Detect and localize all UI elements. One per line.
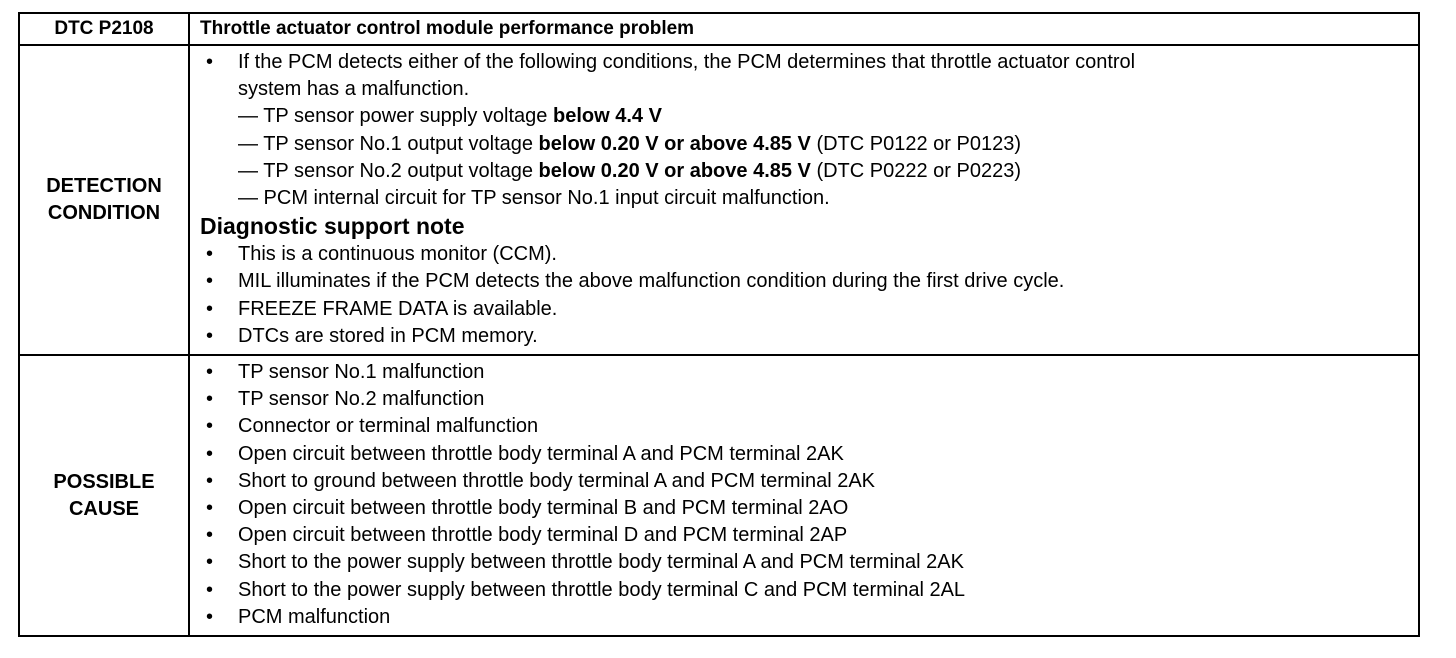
note-text: FREEZE FRAME DATA is available.	[238, 297, 558, 320]
bullet-icon: •	[206, 497, 214, 520]
note-text: DTCs are stored in PCM memory.	[238, 324, 538, 347]
cause-item	[200, 549, 1408, 576]
diagnostic-note-title: Diagnostic support note	[200, 213, 465, 240]
condition-text: — TP sensor power supply voltage	[238, 105, 553, 128]
bullet-icon: •	[206, 442, 214, 465]
detection-intro-line1: If the PCM detects either of the following conditions, the PCM determines that throttle actuator control	[238, 51, 1136, 73]
cause-row	[19, 355, 1419, 636]
detection-label	[19, 45, 189, 355]
condition-threshold: below 0.20 V or above 4.85 V	[538, 132, 811, 155]
cause-text: Short to the power supply between throttle body terminal A and PCM terminal 2AK	[238, 551, 964, 574]
cause-item	[200, 495, 1408, 522]
detection-intro	[200, 49, 1408, 76]
condition-threshold: below 0.20 V or above 4.85 V	[538, 159, 811, 182]
bullet-icon: •	[206, 361, 214, 384]
condition-text: — TP sensor No.2 output voltage	[238, 159, 539, 182]
note-text: MIL illuminates if the PCM detects the above malfunction condition during the first drive cycle.	[238, 270, 1065, 293]
bullet-icon: •	[206, 469, 214, 492]
cause-item	[200, 441, 1408, 468]
note-item	[200, 323, 1408, 350]
cause-label-line2: CAUSE	[68, 497, 139, 520]
cause-text: Open circuit between throttle body terminal B and PCM terminal 2AO	[238, 497, 849, 520]
condition-dtc: (DTC P0122 or P0123)	[810, 132, 1021, 155]
bullet-icon: •	[206, 388, 214, 411]
bullet-icon: •	[206, 415, 214, 438]
cause-text: PCM malfunction	[238, 605, 391, 628]
bullet-icon: •	[206, 551, 214, 574]
cause-text: Connector or terminal malfunction	[238, 415, 539, 438]
bullet-icon: •	[206, 524, 214, 547]
dtc-document	[18, 12, 1418, 637]
dtc-code: DTC P2108	[19, 13, 189, 45]
detection-label-line1: DETECTION	[46, 175, 162, 198]
cause-item	[200, 413, 1408, 440]
cause-item	[200, 522, 1408, 549]
detection-intro-line2: system has a malfunction.	[238, 78, 470, 101]
dtc-table	[18, 12, 1420, 637]
bullet-icon: •	[206, 605, 214, 628]
bullet-icon: •	[206, 270, 214, 293]
cause-text: Short to the power supply between throttle body terminal C and PCM terminal 2AL	[238, 578, 966, 601]
condition-text: — PCM internal circuit for TP sensor No.1 input circuit malfunction.	[238, 187, 830, 210]
condition-item	[200, 103, 1408, 130]
cause-text: Open circuit between throttle body terminal A and PCM terminal 2AK	[238, 442, 844, 465]
bullet-icon: •	[206, 297, 214, 320]
bullet-icon: •	[206, 324, 214, 347]
condition-threshold: below 4.4 V	[552, 105, 662, 128]
condition-item	[200, 131, 1408, 158]
bullet-icon: •	[206, 578, 214, 601]
header-row	[19, 13, 1419, 45]
cause-item	[200, 604, 1408, 631]
bullet-icon: •	[206, 51, 214, 73]
detection-content	[189, 45, 1419, 355]
cause-item	[200, 577, 1408, 604]
note-item	[200, 241, 1408, 268]
cause-text: Open circuit between throttle body terminal D and PCM terminal 2AP	[238, 524, 848, 547]
detection-row	[19, 45, 1419, 355]
cause-text: TP sensor No.1 malfunction	[238, 361, 485, 384]
cause-item	[200, 386, 1408, 413]
dtc-title: Throttle actuator control module performance problem	[189, 13, 1419, 45]
condition-item	[200, 158, 1408, 185]
condition-item	[200, 185, 1408, 212]
condition-dtc: (DTC P0222 or P0223)	[810, 159, 1021, 182]
condition-text: — TP sensor No.1 output voltage	[238, 132, 539, 155]
cause-label	[19, 355, 189, 636]
detection-label-line2: CONDITION	[47, 202, 161, 225]
cause-label-line1: POSSIBLE	[53, 470, 155, 493]
note-item	[200, 296, 1408, 323]
cause-content	[189, 355, 1419, 636]
note-text: This is a continuous monitor (CCM).	[238, 243, 557, 266]
bullet-icon: •	[206, 243, 214, 266]
cause-item	[200, 359, 1408, 386]
cause-item	[200, 468, 1408, 495]
note-item	[200, 268, 1408, 295]
cause-text: TP sensor No.2 malfunction	[238, 388, 485, 411]
cause-text: Short to ground between throttle body terminal A and PCM terminal 2AK	[238, 469, 876, 492]
